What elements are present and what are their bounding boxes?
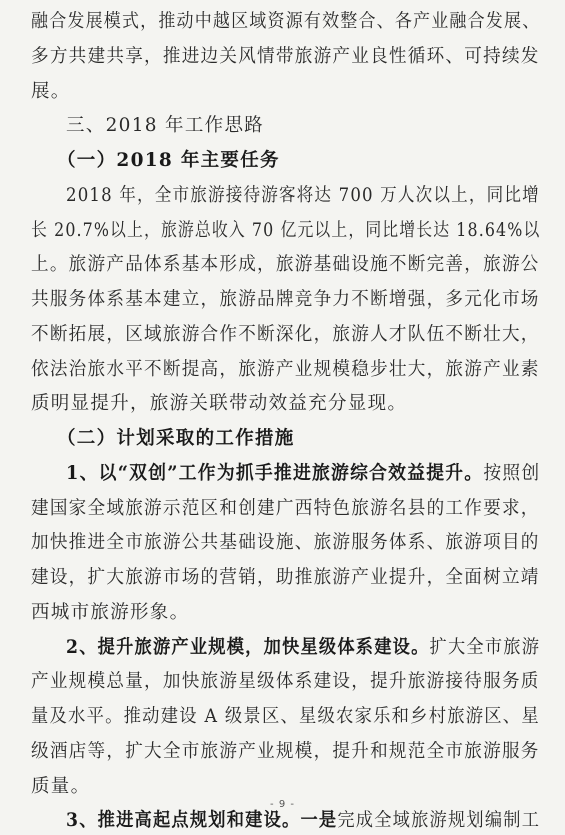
body-line: 级酒店等，扩大全市旅游产业规模，提升和规范全市旅游服务 <box>31 740 540 762</box>
body-line: 依法治旅水平不断提高，旅游产业规模稳步壮大，旅游产业素 <box>31 358 540 380</box>
measure-2-line <box>66 637 540 659</box>
body-text: 扩大全市旅游 <box>429 636 541 658</box>
body-line: 建国家全域旅游示范区和创建广西特色旅游名县的工作要求， <box>31 497 540 519</box>
measure-2-title: 2、提升旅游产业规模，加快星级体系建设。 <box>66 636 430 658</box>
body-line: 2018 年，全市旅游接待游客将达 700 万人次以上，同比增 <box>66 184 540 206</box>
body-line: 质明显提升，旅游关联带动效益充分显现。 <box>31 393 408 415</box>
body-line: 西城市旅游形象。 <box>31 601 190 623</box>
body-line: 建设，扩大旅游市场的营销，助推旅游产业提升，全面树立靖 <box>31 567 540 588</box>
subsection-heading: （二）计划采取的工作措施 <box>57 428 295 449</box>
page-number: - 9 - <box>270 799 295 810</box>
body-text: 完成全域旅游规划编制工 <box>337 810 541 832</box>
body-line: 融合发展模式，推动中越区域资源有效整合、各产业融合发展、 <box>31 11 541 32</box>
measure-3-title: 3、推进高起点规划和建设。一是 <box>66 810 338 832</box>
body-line: 不断拓展，区域旅游合作不断深化，旅游人才队伍不断壮大， <box>31 323 540 345</box>
measure-1-line <box>66 463 540 485</box>
measure-1-title: 1、以“双创”工作为抓手推进旅游综合效益提升。 <box>66 462 484 484</box>
body-line: 加快推进全市旅游公共基础设施、旅游服务体系、旅游项目的 <box>31 532 540 554</box>
section-heading: 三、2018 年工作思路 <box>66 115 265 137</box>
body-line: 展。 <box>31 80 71 102</box>
body-text: 按照创 <box>483 462 541 484</box>
body-line: 产业规模总量，加快旅游星级体系建设，提升旅游接待服务质 <box>31 671 540 693</box>
measure-3-line <box>66 810 540 832</box>
body-line: 长 20.7%以上，旅游总收入 70 亿元以上，同比增长达 18.64%以 <box>31 219 541 241</box>
body-line: 多方共建共享，推进边关风情带旅游产业良性循环、可持续发 <box>31 45 540 67</box>
subsection-heading: （一）2018 年主要任务 <box>57 150 280 171</box>
body-line: 共服务体系基本建立，旅游品牌竞争力不断增强，多元化市场 <box>31 289 540 310</box>
body-line: 量及水平。推动建设 A 级景区、星级农家乐和乡村旅游区、星 <box>31 706 540 727</box>
body-line: 质量。 <box>31 775 91 797</box>
body-line: 上。旅游产品体系基本形成，旅游基础设施不断完善，旅游公 <box>31 254 540 276</box>
